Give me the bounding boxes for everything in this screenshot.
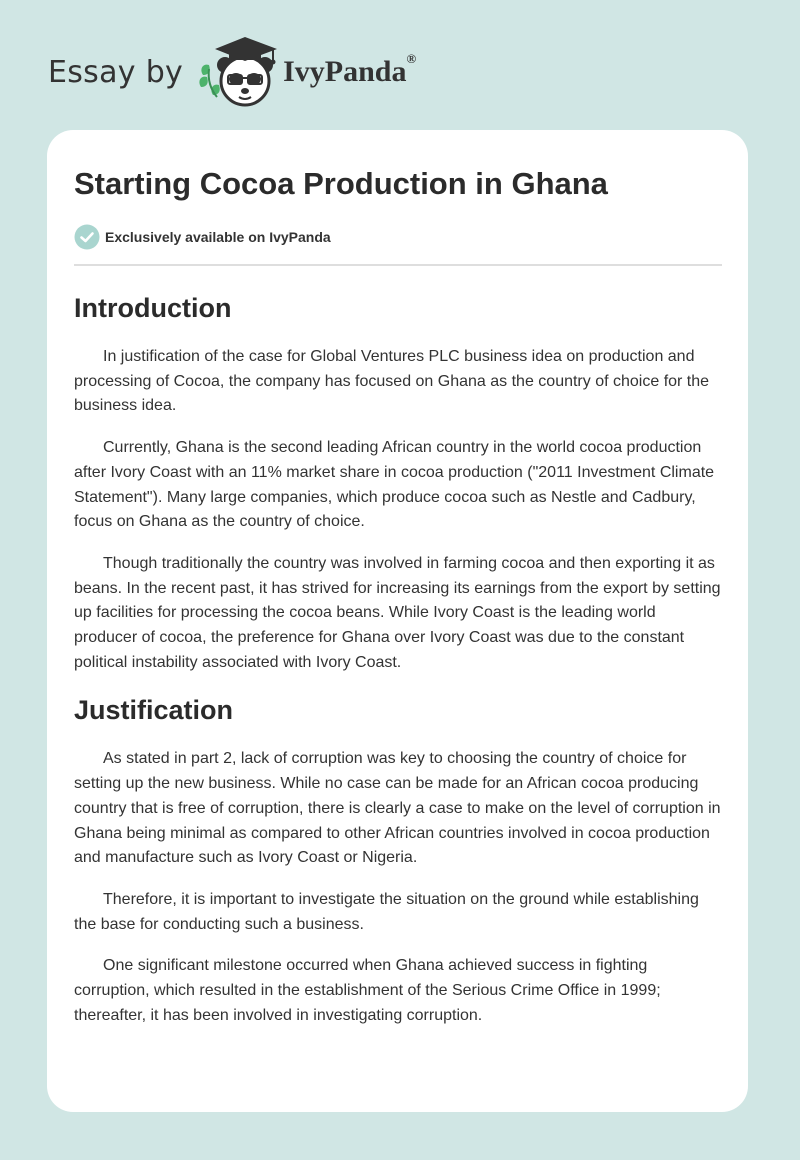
paragraph: Currently, Ghana is the second leading African country in the world cocoa production after Ivory Coast with an 11% market share in cocoa production ("2011 Investment Climate Statement"). Many large companies, which produce cocoa such as Nestle and Cadbury, focus on Ghana as the country of choice.: [74, 439, 715, 531]
panda-graduate-icon: [197, 35, 281, 109]
section-heading: Justification: [74, 695, 234, 726]
section-introduction: [74, 290, 722, 675]
essay-card: [47, 130, 748, 1112]
section-justification: [74, 692, 722, 1028]
site-header: [48, 36, 416, 108]
registered-mark: ®: [406, 51, 417, 66]
brand-name: IvyPanda®: [283, 51, 417, 88]
brand-prefix: Essay by: [48, 54, 184, 90]
exclusive-badge: [74, 224, 722, 250]
title-divider: [74, 264, 722, 266]
paragraph: Though traditionally the country was involved in farming cocoa and then exporting it as beans. In the recent past, it has strived for increasing its earnings from the export by setting up facilities for processing the cocoa beans. While Ivory Coast is the leading world producer of cocoa, the preference for Ghana over Ivory Coast was due to the constant political instability associated with Ivory Coast.: [74, 554, 721, 671]
exclusive-badge-label: Exclusively available on IvyPanda: [105, 229, 331, 245]
paragraph: As stated in part 2, lack of corruption was key to choosing the country of choice for setting up the new business. While no case can be made for an African cocoa producing country that is free of corruption, there is clearly a case to make on the level of corruption in Ghana being minimal as compared to other African countries involved in cocoa production and manufacture such as Ivory Coast or Nigeria.: [74, 750, 721, 867]
section-heading: Introduction: [74, 293, 232, 323]
check-circle-icon: [74, 224, 100, 250]
paragraph: Therefore, it is important to investigate the situation on the ground while establishing the base for conducting such a business.: [74, 890, 699, 933]
page-title: Starting Cocoa Production in Ghana: [74, 166, 608, 201]
paragraph: In justification of the case for Global Ventures PLC business idea on production and processing of Cocoa, the company has focused on Ghana as the country of choice for the business idea.: [74, 348, 710, 415]
paragraph: One significant milestone occurred when Ghana achieved success in fighting corruption, which resulted in the establishment of the Serious Crime Office in 1999; thereafter, it has been involved in investigating corruption.: [74, 957, 661, 1024]
